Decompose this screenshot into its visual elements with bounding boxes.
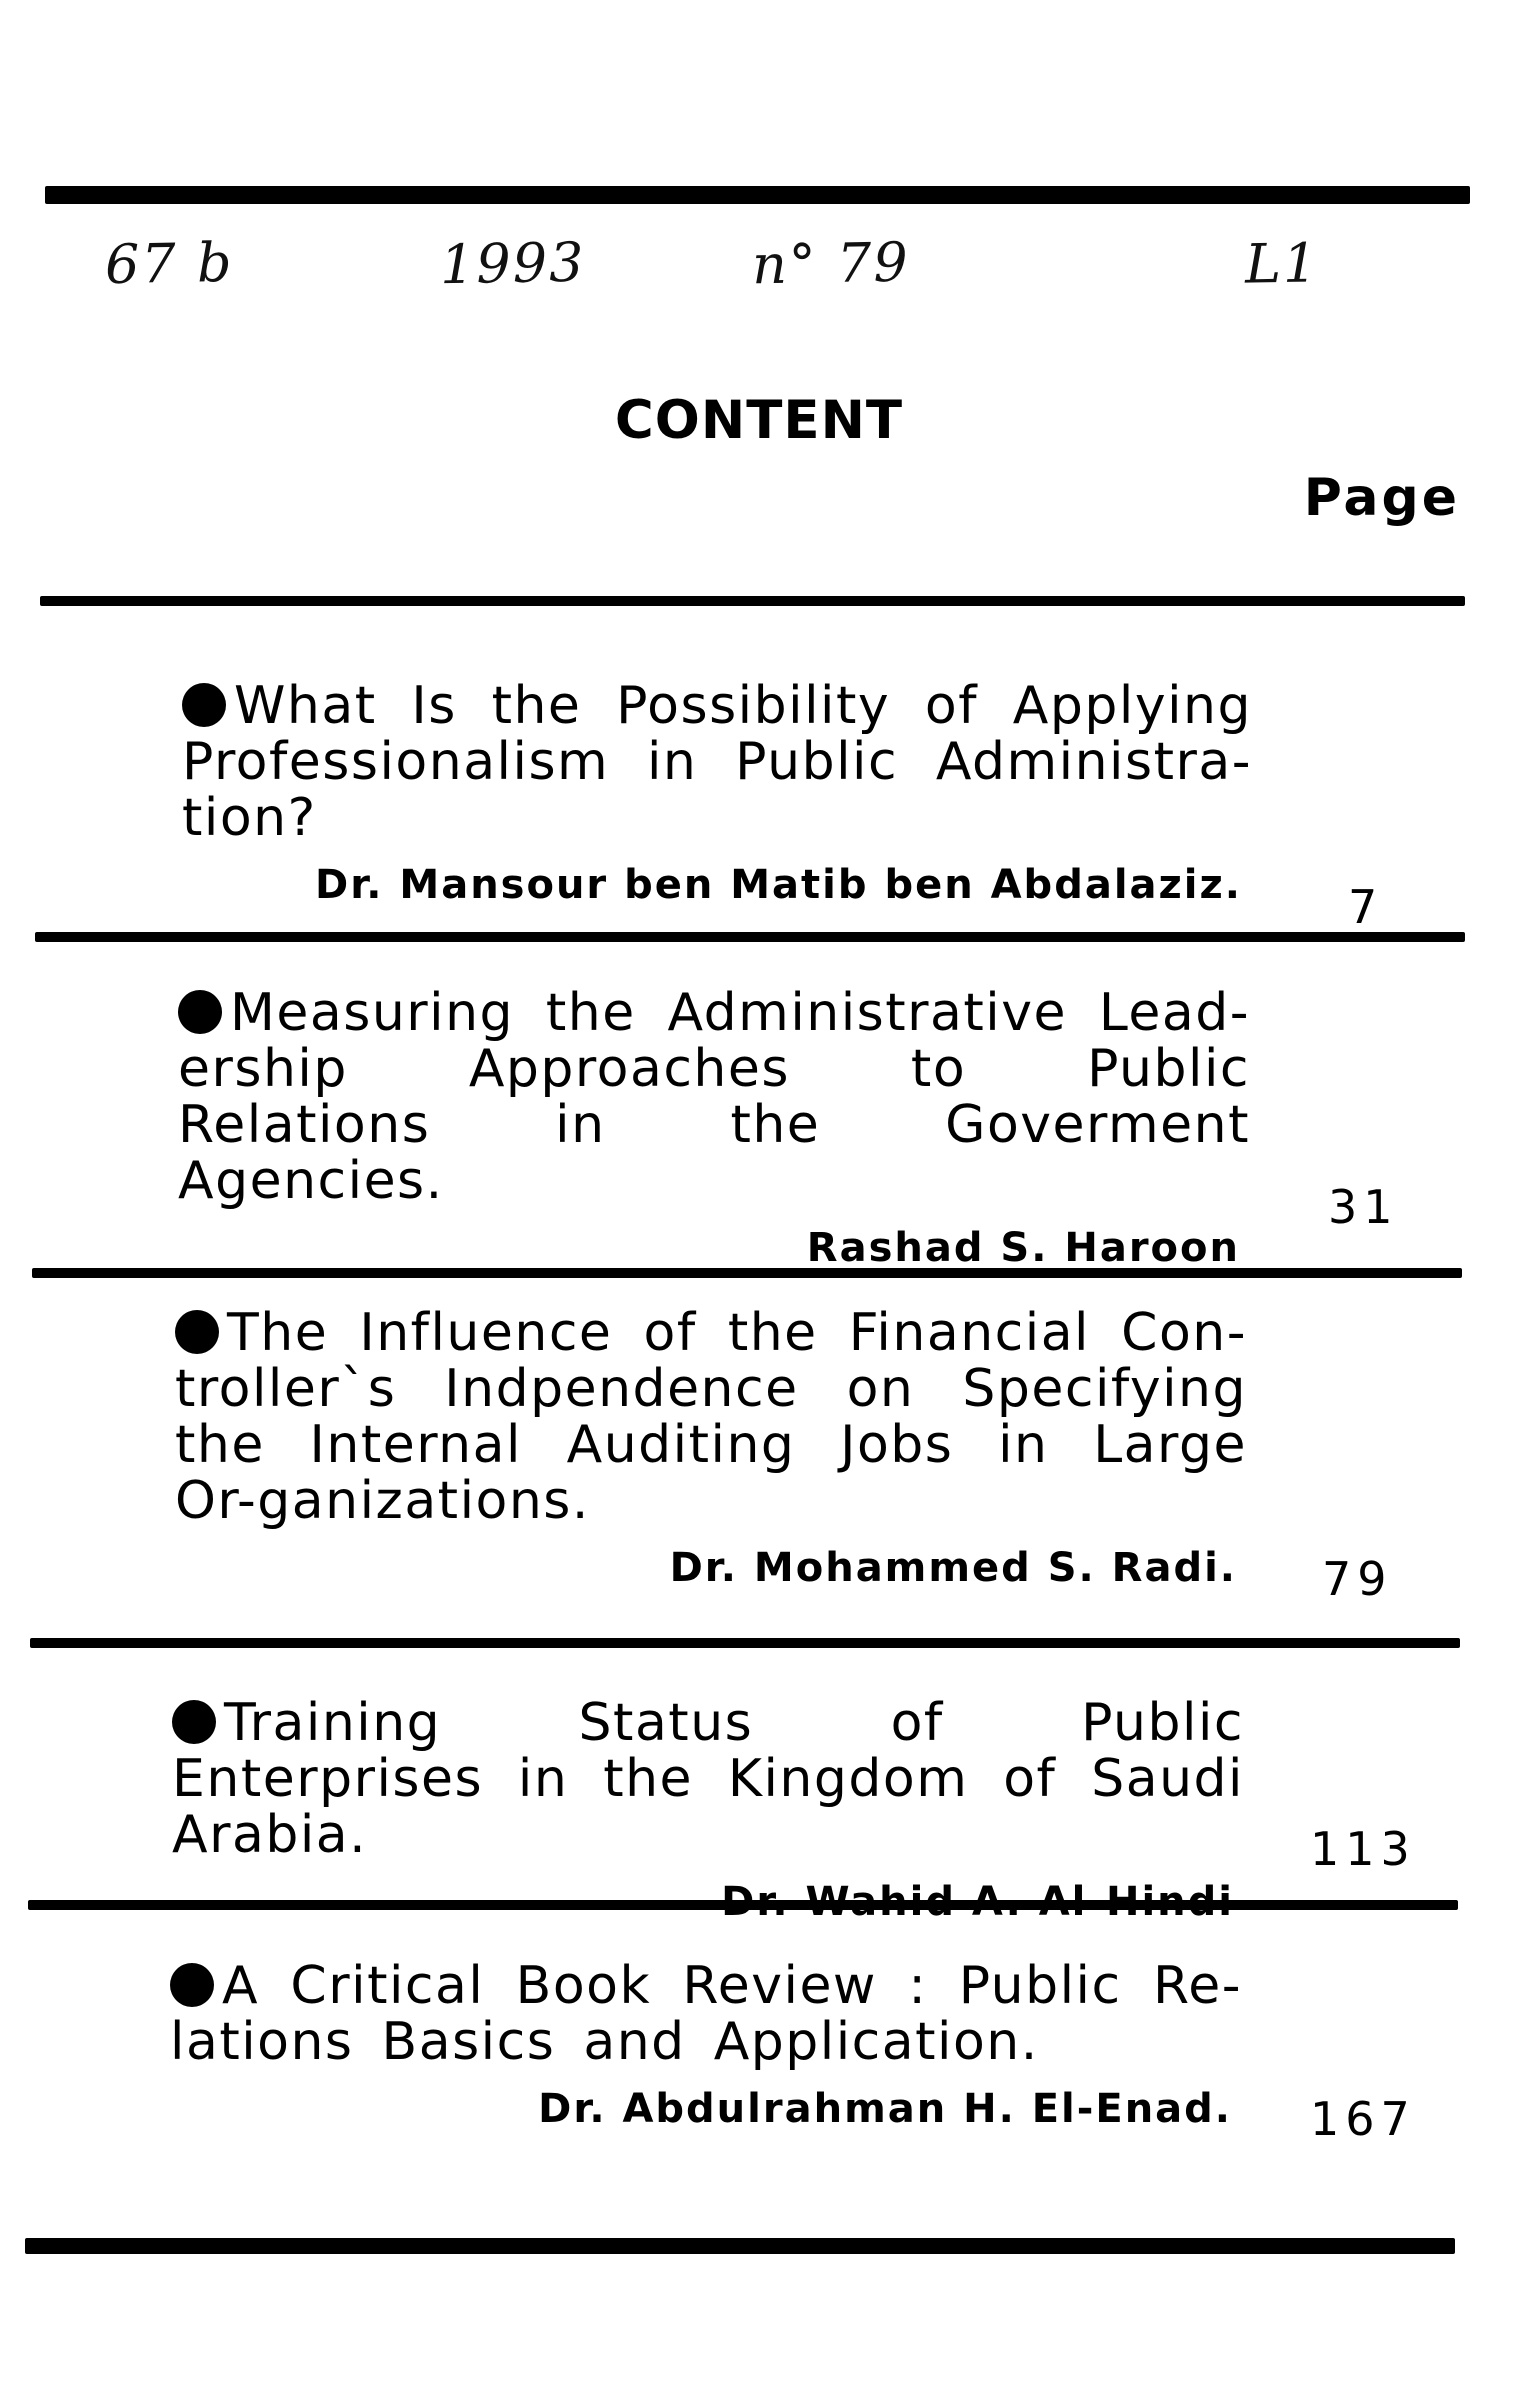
bullet-icon xyxy=(178,990,222,1034)
page-title: CONTENT xyxy=(614,390,904,451)
entry-author: Dr. Mohammed S. Radi. xyxy=(669,1545,1237,1591)
entry-title: The Influence of the Financial Con-troller`s Indpendence on Specifying the Internal Auditing Jobs in Large Or-ganizations. xyxy=(175,1303,1247,1531)
toc-entry xyxy=(175,1305,1247,1591)
handwritten-mark: L1 xyxy=(1244,231,1320,296)
entry-title: Measuring the Administrative Lead-ership Approaches to Public Relations in the Goverment Agencies. xyxy=(178,983,1250,1211)
divider-rule-3 xyxy=(30,1638,1460,1648)
top-rule xyxy=(45,186,1470,204)
entry-page-number: 167 xyxy=(1310,2092,1416,2146)
toc-entry xyxy=(170,1958,1242,2132)
bullet-icon xyxy=(172,1700,216,1744)
entry-page-number: 79 xyxy=(1322,1552,1393,1606)
bullet-icon xyxy=(170,1963,214,2007)
entry-page-number: 7 xyxy=(1348,880,1384,934)
entry-author: Dr. Wahid A. Al-Hindi xyxy=(721,1879,1234,1925)
page-column-label: Page xyxy=(1303,468,1460,528)
bottom-rule xyxy=(25,2238,1455,2254)
toc-entry xyxy=(178,985,1250,1271)
entry-author: Dr. Mansour ben Matib ben Abdalaziz. xyxy=(315,862,1242,908)
bullet-icon xyxy=(182,683,226,727)
divider-rule-1 xyxy=(35,932,1465,942)
entry-author: Rashad S. Haroon xyxy=(806,1225,1240,1271)
handwritten-number: n° 79 xyxy=(751,230,911,297)
entry-page-number: 113 xyxy=(1310,1822,1416,1876)
entry-author: Dr. Abdulrahman H. El-Enad. xyxy=(538,2086,1232,2132)
entry-page-number: 31 xyxy=(1328,1180,1399,1234)
entry-title: A Critical Book Review : Public Re-lations Basics and Application. xyxy=(170,1956,1242,2072)
toc-entry xyxy=(172,1695,1244,1925)
header-rule xyxy=(40,596,1465,606)
entry-title: What Is the Possibility of Applying Professionalism in Public Administra-tion? xyxy=(182,676,1252,848)
handwritten-year: 1993 xyxy=(439,230,586,297)
entry-title: Training Status of Public Enterprises in the Kingdom of Saudi Arabia. xyxy=(172,1693,1244,1865)
toc-entry xyxy=(182,678,1252,908)
handwritten-code: 67 b xyxy=(104,230,234,297)
bullet-icon xyxy=(175,1310,219,1354)
